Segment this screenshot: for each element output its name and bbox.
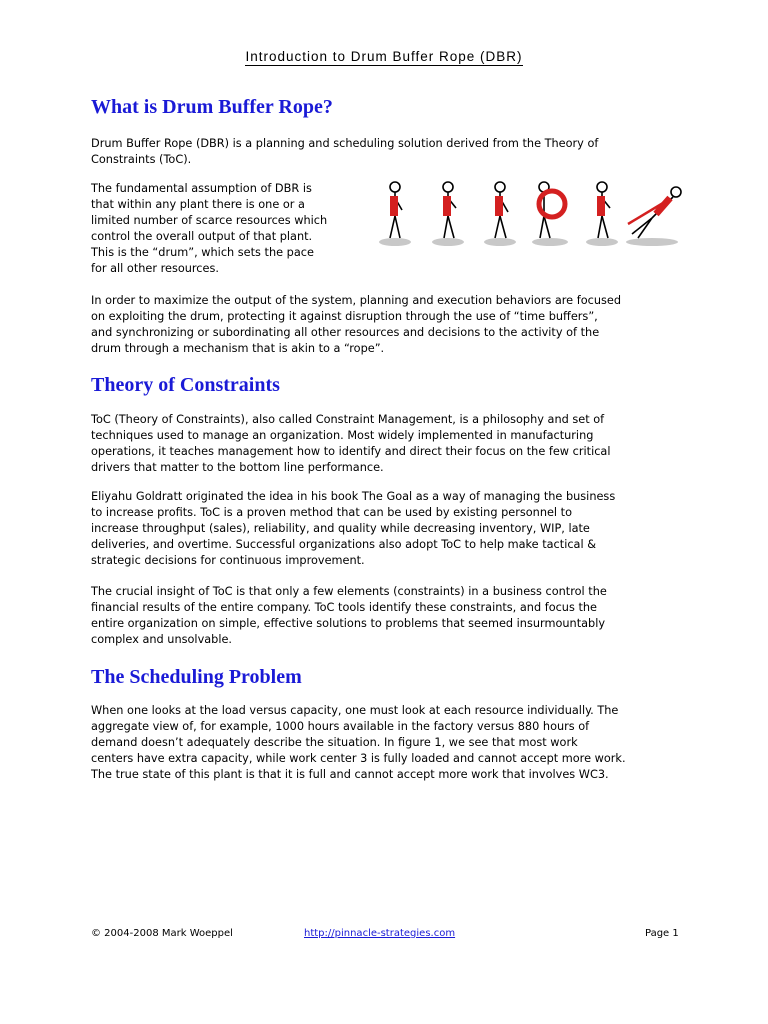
stick-figures-rope-illustration [370,178,690,252]
footer-website-link[interactable]: http://pinnacle-strategies.com [304,928,456,939]
page-header [0,46,768,65]
footer-copyright: © 2004-2008 Mark Woeppel [91,928,233,939]
document-title: Introduction to Drum Buffer Rope (DBR) [245,49,523,64]
paragraph-scheduling-problem: When one looks at the load versus capacity, one must look at each resource individually. The aggregate view of, for example, 1000 hours available in the factory versus 880 hours of demand doesn’t adequately describe the situation. In figure 1, we see that most work centers have extra capacity, while work center 3 is fully loaded and cannot accept more work. The true state of this plant is that it is full and cannot accept more work that involves WC3. [91,704,626,781]
paragraph-dbr-behaviors: In order to maximize the output of the system, planning and execution behaviors are focused on exploiting the drum, protecting it against disruption through the use of “time buffers”, and synchronizing or subordinating all other resources and decisions to the activity of the drum through a mechanism that is akin to a “rope”. [91,294,621,355]
heading-theory-of-constraints: Theory of Constraints [91,374,280,396]
rope-loop [539,191,565,217]
paragraph-toc-insight: The crucial insight of ToC is that only a few elements (constraints) in a business control the financial results of the entire company. ToC tools identify these constraints, and focus the entire organization on simple, effective solutions to problems that seemed insurmountably complex and unsolvable. [91,585,607,646]
footer-page-number: Page 1 [645,928,679,939]
paragraph-dbr-assumption: The fundamental assumption of DBR is that within any plant there is one or a limited number of scarce resources which control the overall output of that plant. This is the “drum”, which sets the pace for all other resources. [91,182,328,275]
paragraph-toc-definition: ToC (Theory of Constraints), also called Constraint Management, is a philosophy and set of techniques used to manage an organization. Most widely implemented in manufacturing operations, it teaches management how to identify and direct their focus on the few critical drivers that matter to the bottom line performance. [91,413,611,474]
paragraph-dbr-definition: Drum Buffer Rope (DBR) is a planning and scheduling solution derived from the Theory of Constraints (ToC). [91,137,599,166]
paragraph-toc-goldratt: Eliyahu Goldratt originated the idea in his book The Goal as a way of managing the business to increase profits. ToC is a proven method that can be used by existing personnel to increase throughput (sales), reliability, and quality while decreasing inventory, WIP, late deliveries, and overtime. Successful organizations also adopt ToC to help make tactical & strategic decisions for continuous improvement. [91,490,616,567]
heading-scheduling-problem: The Scheduling Problem [91,666,302,688]
heading-what-is-dbr: What is Drum Buffer Rope? [91,96,333,118]
figure-shadows [379,238,678,246]
